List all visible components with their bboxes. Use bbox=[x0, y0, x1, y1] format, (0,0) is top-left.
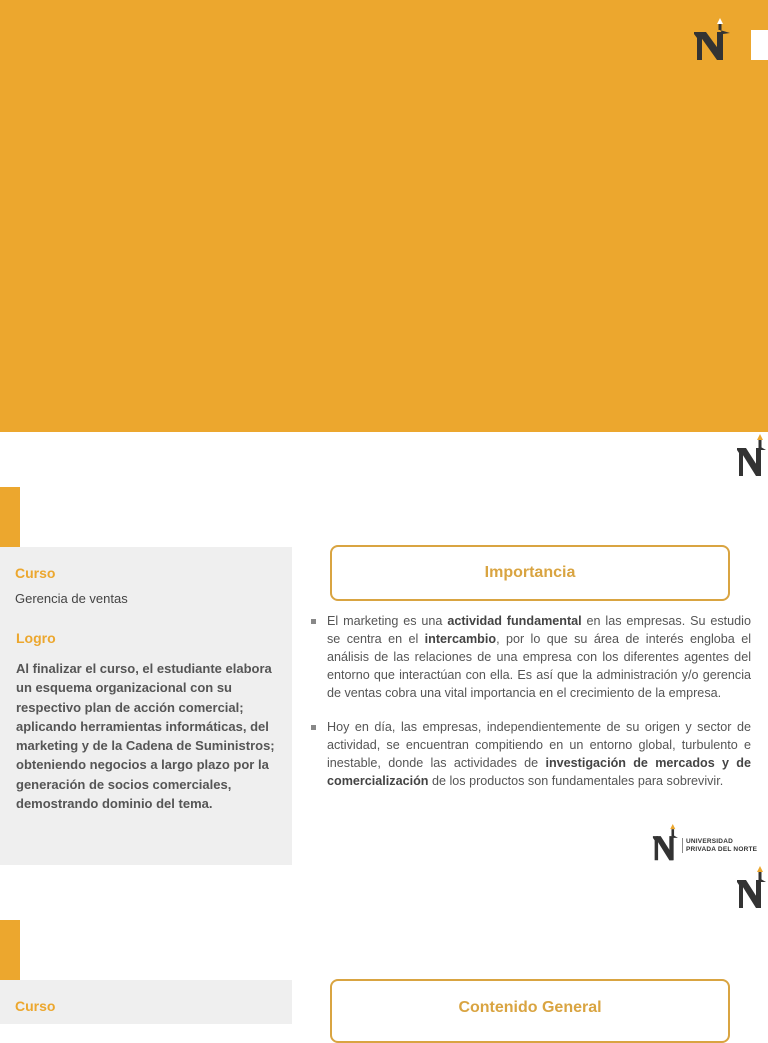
curso-value: Gerencia de ventas bbox=[15, 591, 128, 606]
university-logo bbox=[652, 824, 768, 864]
bullet-text: en las empresas. Su estudio se centra en el bbox=[327, 614, 751, 646]
logro-text: Al finalizar el curso, el estudiante elabora un esquema organizacional con su respectivo plan de acción comercial; aplicando herramientas informáticas, del marketing y de la Cadena de Suministros; obteniendo negocios a largo plazo por la generación de socios comerciales, demostrando dominio del tema. bbox=[16, 661, 275, 812]
accent-bar bbox=[0, 487, 20, 547]
course-info-panel bbox=[0, 980, 292, 1024]
bullet-item bbox=[310, 718, 751, 790]
logro-label: Logro bbox=[16, 630, 56, 646]
university-line1: UNIVERSIDAD bbox=[686, 838, 733, 845]
accent-bar bbox=[0, 920, 20, 980]
bullet-list bbox=[310, 612, 751, 790]
upn-logo-icon bbox=[692, 16, 734, 64]
bullet-bold: actividad fundamental bbox=[447, 614, 582, 628]
curso-label: Curso bbox=[15, 565, 56, 581]
upn-logo-icon bbox=[736, 866, 766, 910]
upn-logo-icon bbox=[652, 824, 678, 862]
university-line2: PRIVADA DEL NORTE bbox=[686, 845, 758, 853]
bullet-text: El marketing es una bbox=[327, 614, 448, 628]
bullet-text: de los productos son fundamentales para sobrevivir. bbox=[428, 774, 724, 788]
corner-tab bbox=[751, 30, 768, 60]
bullet-bold: investigación de mercados y de comercialización bbox=[327, 756, 751, 788]
bullet-text: , por lo que su área de interés engloba el análisis de las relaciones de una empresa con los diferentes agentes del entorno que interactúan con ella. Es así que la administración y/o gerencia de ventas cobra una vital importancia en el crecimiento de la empresa. bbox=[327, 632, 752, 700]
upn-logo-icon bbox=[736, 434, 766, 478]
contenido-slide bbox=[0, 918, 768, 1024]
curso-label: Curso bbox=[15, 998, 56, 1014]
course-info-panel bbox=[0, 547, 292, 865]
bullet-bold: intercambio bbox=[424, 632, 497, 646]
university-name bbox=[682, 838, 757, 853]
section-title: Contenido General bbox=[330, 979, 730, 1043]
importancia-slide bbox=[0, 432, 768, 918]
title-slide bbox=[0, 0, 768, 432]
section-title: Importancia bbox=[330, 545, 730, 601]
bullet-item bbox=[310, 612, 751, 702]
bullet-text: Hoy en día, las empresas, independientemente de su origen y sector de actividad, se encuentran compitiendo en un entorno global, turbulento e inestable, donde las actividades de bbox=[327, 720, 751, 770]
